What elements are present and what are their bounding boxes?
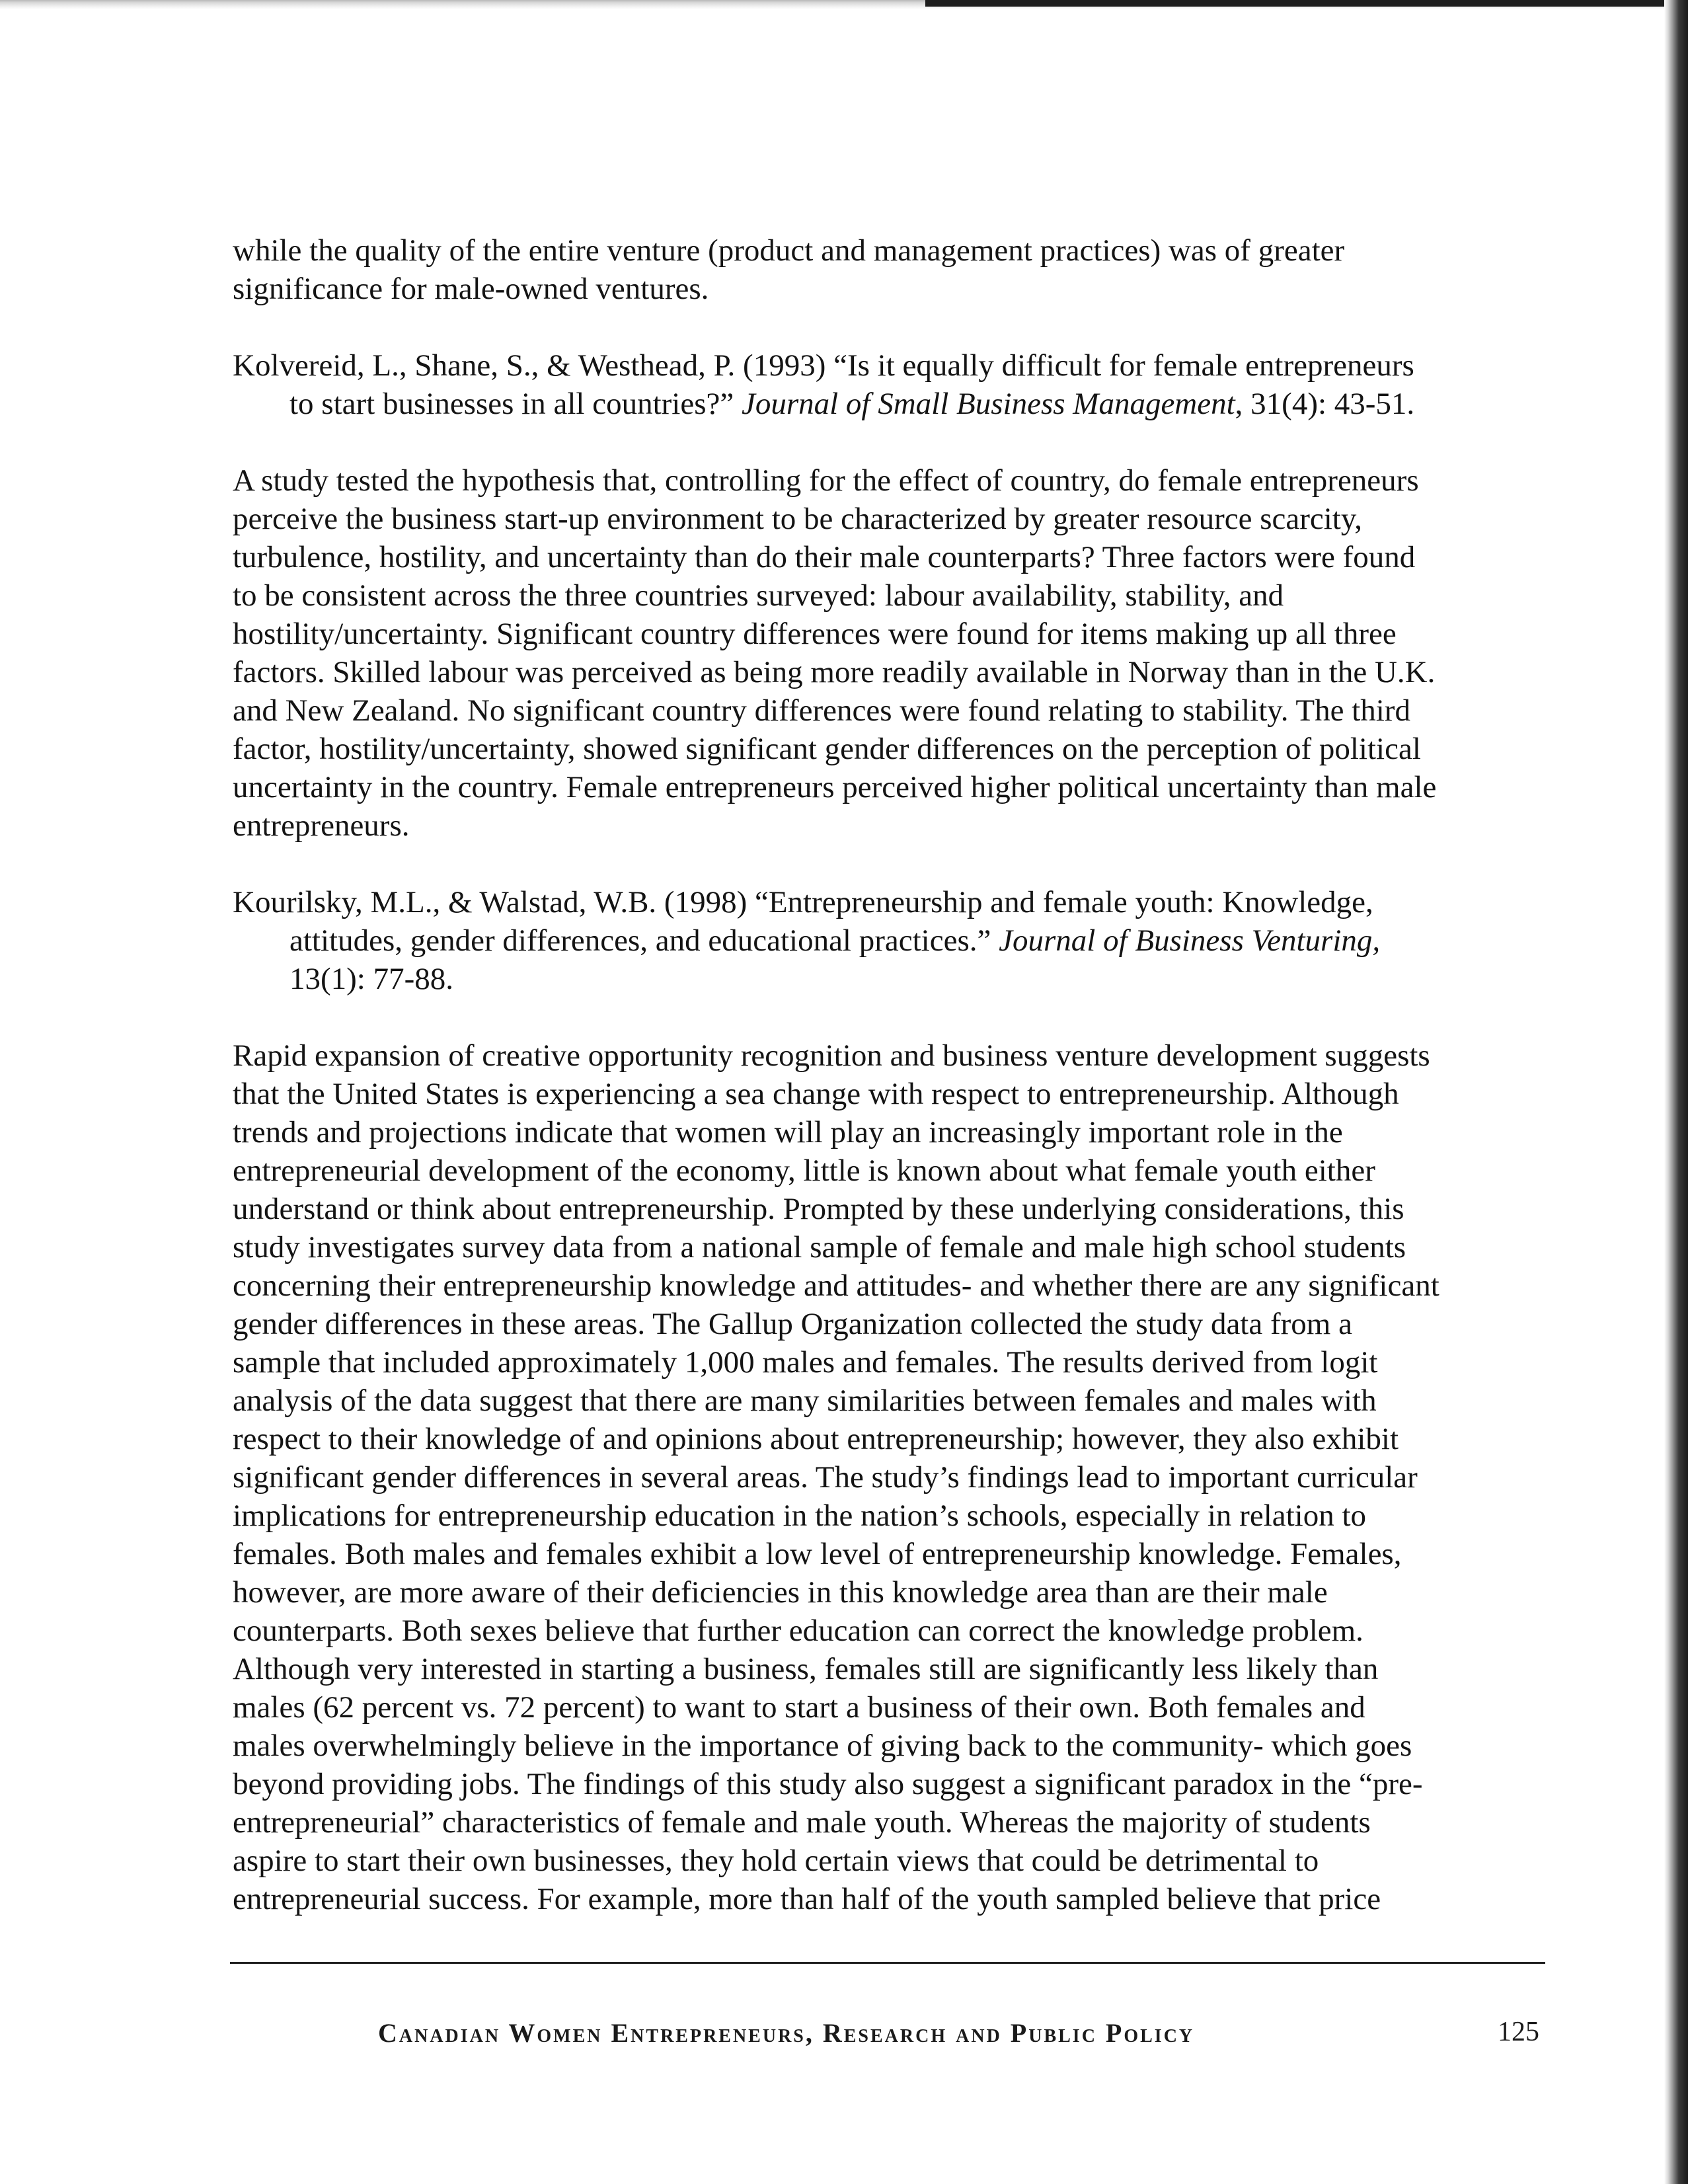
reference-volume: 13(1): 77-88. — [289, 962, 454, 996]
abstract-line: significant gender differences in several areas. The study’s findings lead to important curricular — [233, 1460, 1418, 1495]
abstract-line: understand or think about entrepreneurship. Prompted by these underlying considerations, this — [233, 1192, 1404, 1226]
scan-right-edge — [1664, 0, 1688, 2184]
reference-authors-title: Kourilsky, M.L., & Walstad, W.B. (1998) “Entrepreneurship and female youth: Knowledge, — [233, 885, 1373, 919]
reference-title-continued: to start businesses in all countries?” — [289, 387, 742, 421]
reference-journal: Journal of Small Business Management — [741, 387, 1235, 421]
spacer — [233, 998, 1548, 1036]
abstract-line: beyond providing jobs. The findings of this study also suggest a significant paradox in the “pre- — [233, 1767, 1423, 1801]
footer-rule — [230, 1962, 1545, 1964]
reference-title-continued: attitudes, gender differences, and educational practices.” — [289, 923, 999, 958]
abstract-line: aspire to start their own businesses, they hold certain views that could be detrimental to — [233, 1844, 1319, 1878]
scan-top-edge-dark — [925, 0, 1688, 7]
abstract-kourilsky — [233, 1036, 1548, 1918]
abstract-line: sample that included approximately 1,000 males and females. The results derived from logit — [233, 1345, 1378, 1380]
abstract-line: Although very interested in starting a business, females still are significantly less likely than — [233, 1652, 1379, 1686]
continuation-line: while the quality of the entire venture (product and management practices) was of greater — [233, 233, 1345, 268]
spacer — [233, 308, 1548, 346]
abstract-line: entrepreneurial success. For example, more than half of the youth sampled believe that price — [233, 1882, 1381, 1916]
abstract-kolvereid — [233, 461, 1548, 845]
page-number: 125 — [1498, 2017, 1539, 2047]
abstract-line: perceive the business start-up environment to be characterized by greater resource scarcity, — [233, 502, 1363, 536]
abstract-line: entrepreneurial development of the economy, little is known about what female youth either — [233, 1153, 1375, 1188]
footer-title: Canadian Women Entrepreneurs, Research and Public Policy — [378, 2018, 1195, 2048]
reference-journal: Journal of Business Venturing, — [999, 923, 1381, 958]
abstract-line: however, are more aware of their deficiencies in this knowledge area than are their male — [233, 1575, 1328, 1610]
reference-volume: , 31(4): 43-51. — [1235, 387, 1415, 421]
abstract-line: trends and projections indicate that women will play an increasingly important role in the — [233, 1115, 1343, 1150]
abstract-line: males (62 percent vs. 72 percent) to want to start a business of their own. Both females and — [233, 1690, 1365, 1725]
spacer — [233, 423, 1548, 461]
abstract-line: study investigates survey data from a national sample of female and male high school students — [233, 1230, 1406, 1265]
abstract-line: and New Zealand. No significant country differences were found relating to stability. The third — [233, 693, 1410, 728]
abstract-line: entrepreneurs. — [233, 808, 410, 843]
reference-authors-title: Kolvereid, L., Shane, S., & Westhead, P. (1993) “Is it equally difficult for female entrepreneurs — [233, 348, 1414, 383]
abstract-line: uncertainty in the country. Female entrepreneurs perceived higher political uncertainty than male — [233, 770, 1437, 804]
continuation-paragraph — [233, 231, 1548, 308]
abstract-line: implications for entrepreneurship education in the nation’s schools, especially in relation to — [233, 1499, 1367, 1533]
abstract-line: gender differences in these areas. The Gallup Organization collected the study data from a — [233, 1307, 1352, 1341]
continuation-line: significance for male-owned ventures. — [233, 272, 709, 306]
abstract-line: entrepreneurial” characteristics of female and male youth. Whereas the majority of students — [233, 1805, 1371, 1840]
abstract-line: hostility/uncertainty. Significant country differences were found for items making up all three — [233, 617, 1397, 651]
abstract-line: to be consistent across the three countries surveyed: labour availability, stability, and — [233, 578, 1284, 613]
abstract-line: respect to their knowledge of and opinions about entrepreneurship; however, they also exhibit — [233, 1422, 1399, 1456]
abstract-line: that the United States is experiencing a sea change with respect to entrepreneurship. Although — [233, 1077, 1399, 1111]
abstract-line: males overwhelmingly believe in the importance of giving back to the community- which goes — [233, 1729, 1412, 1763]
abstract-line: Rapid expansion of creative opportunity recognition and business venture development suggests — [233, 1038, 1430, 1073]
abstract-line: females. Both males and females exhibit a low level of entrepreneurship knowledge. Females, — [233, 1537, 1402, 1571]
reference-kourilsky — [233, 883, 1548, 998]
abstract-line: concerning their entrepreneurship knowledge and attitudes- and whether there are any significant — [233, 1268, 1439, 1303]
page-body — [233, 231, 1548, 1918]
abstract-line: A study tested the hypothesis that, controlling for the effect of country, do female entrepreneurs — [233, 463, 1419, 498]
abstract-line: analysis of the data suggest that there are many similarities between females and males with — [233, 1384, 1377, 1418]
abstract-line: turbulence, hostility, and uncertainty than do their male counterparts? Three factors were found — [233, 540, 1416, 574]
abstract-line: counterparts. Both sexes believe that further education can correct the knowledge problem. — [233, 1614, 1363, 1648]
reference-kolvereid — [233, 346, 1548, 423]
abstract-line: factor, hostility/uncertainty, showed significant gender differences on the perception of political — [233, 732, 1421, 766]
spacer — [233, 845, 1548, 883]
abstract-line: factors. Skilled labour was perceived as being more readily available in Norway than in the U.K. — [233, 655, 1436, 689]
